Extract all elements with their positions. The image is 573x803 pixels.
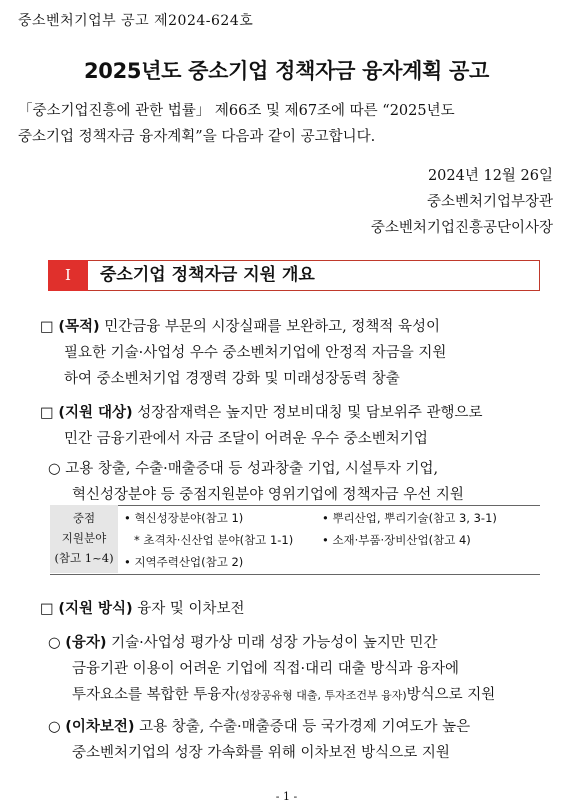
loan-text: 금융기관 이용이 어려운 기업에 직접·대리 대출 방식과 융자에 — [72, 661, 460, 677]
intro-paragraph — [18, 98, 556, 150]
target-item — [40, 400, 540, 452]
method-item — [40, 596, 540, 622]
method-text: 융자 및 이차보전 — [132, 601, 245, 617]
interest-heading: (이차보전) — [65, 719, 135, 735]
notice-date: 2024년 12월 26일 — [427, 168, 553, 184]
loan-note: (성장공유형 대출, 투자조건부 융자) — [235, 689, 407, 702]
focus-cell: • 소재·부품·장비산업(참고 4) — [322, 533, 471, 547]
section-title: 중소기업 정책자금 지원 개요 — [100, 265, 315, 285]
target-text: 민간 금융기관에서 자금 조달이 어려운 우수 중소벤처기업 — [64, 431, 428, 447]
focus-label-line: 지원분야 — [61, 531, 107, 545]
loan-text: 투자요소를 복합한 투융자 — [72, 687, 236, 703]
focus-cell: * 초격차·신산업 분야(참고 1-1) — [134, 533, 294, 547]
checkbox-bullet-icon: □ — [40, 405, 54, 421]
target-sub-text: 고용 창출, 수출·매출증대 등 성과창출 기업, 시설투자 기업, — [65, 461, 439, 477]
target-sub-item — [48, 456, 540, 508]
intro-line: 「중소기업진흥에 관한 법률」 제66조 및 제67조에 따른 “2025년도 — [18, 103, 455, 119]
loan-text: 방식으로 지원 — [406, 687, 496, 703]
checkbox-bullet-icon: □ — [40, 319, 54, 335]
purpose-heading: (목적) — [58, 319, 100, 335]
checkbox-bullet-icon: □ — [40, 601, 54, 617]
purpose-text: 하여 중소벤처기업 경쟁력 강화 및 미래성장동력 창출 — [64, 371, 400, 387]
method-heading: (지원 방식) — [58, 601, 133, 617]
page-number: - 1 - — [275, 790, 298, 803]
focus-label-line: 중점 — [72, 511, 96, 525]
interest-text: 중소벤처기업의 성장 가속화를 위해 이차보전 방식으로 지원 — [72, 745, 450, 761]
loan-heading: (융자) — [65, 635, 107, 651]
loan-text: 기술·사업성 평가상 미래 성장 가능성이 높지만 민간 — [106, 635, 438, 651]
notice-number: 중소벤처기업부 공고 제2024-624호 — [18, 13, 254, 29]
section-number-badge: Ⅰ — [48, 260, 88, 291]
interest-text: 고용 창출, 수출·매출증대 등 국가경제 기여도가 높은 — [134, 719, 471, 735]
focus-area-label — [50, 505, 118, 573]
target-sub-text: 혁신성장분야 등 중점지원분야 영위기업에 정책자금 우선 지원 — [72, 487, 464, 503]
focus-cell: • 혁신성장분야(참고 1) — [124, 511, 244, 525]
circle-bullet-icon: ○ — [48, 635, 61, 651]
circle-bullet-icon: ○ — [48, 461, 61, 477]
loan-sub-item — [48, 630, 540, 709]
intro-line: 중소기업 정책자금 융자계획”을 다음과 같이 공고합니다. — [18, 129, 376, 145]
signer-minister: 중소벤처기업부장관 — [426, 194, 553, 210]
circle-bullet-icon: ○ — [48, 719, 61, 735]
signer-agency-head: 중소벤처기업진흥공단이사장 — [370, 220, 553, 236]
focus-cell: • 뿌리산업, 뿌리기술(참고 3, 3-1) — [322, 511, 497, 525]
purpose-text: 필요한 기술·사업성 우수 중소벤처기업에 안정적 자금을 지원 — [64, 345, 447, 361]
purpose-item — [40, 314, 540, 392]
target-text: 성장잠재력은 높지만 정보비대칭 및 담보위주 관행으로 — [132, 405, 483, 421]
focus-cell: • 지역주력산업(참고 2) — [124, 555, 244, 569]
target-heading: (지원 대상) — [58, 405, 133, 421]
purpose-text: 민간금융 부문의 시장실패를 보완하고, 정책적 육성이 — [99, 319, 441, 335]
focus-label-line: (참고 1~4) — [54, 551, 114, 565]
interest-sub-item — [48, 714, 540, 766]
document-title: 2025년도 중소기업 정책자금 융자계획 공고 — [83, 59, 490, 83]
